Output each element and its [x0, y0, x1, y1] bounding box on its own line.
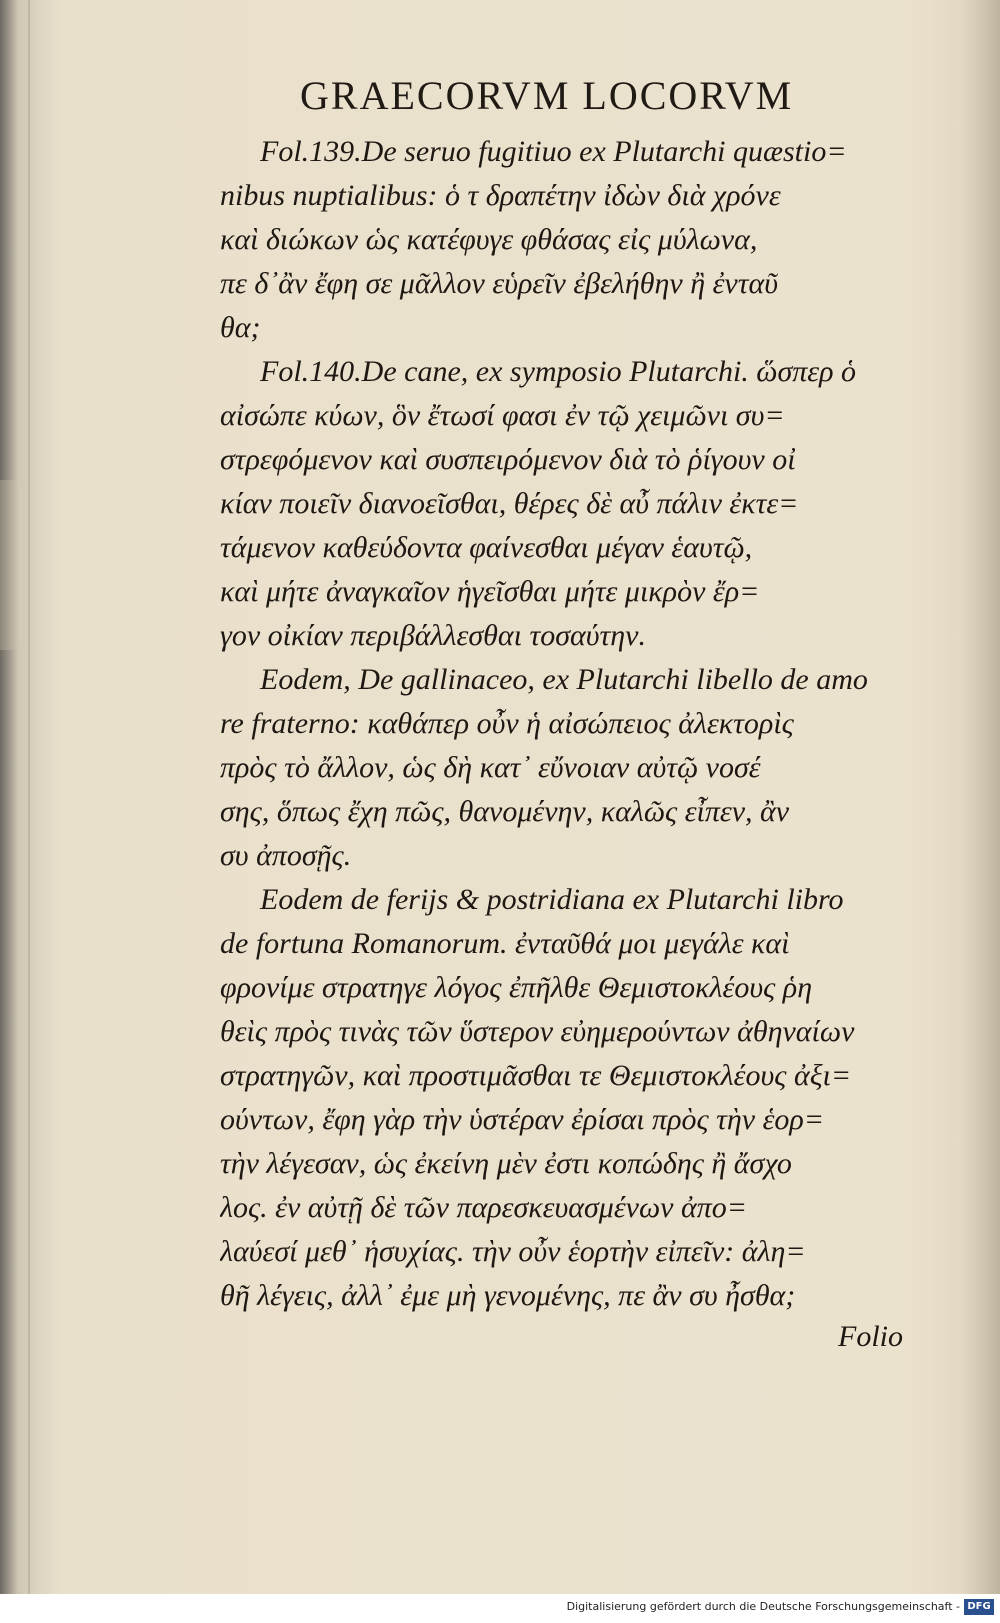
text-line: γον οἰκίαν περιβάλλεσθαι τοσαύτην.	[220, 619, 646, 652]
text-line: re fraterno: καθάπερ οὖν ἡ αἰσώπειος ἀλεκτορὶς	[220, 707, 794, 740]
text-line: Fol.139.De seruo fugitiuo ex Plutarchi quæstio=	[260, 135, 847, 168]
text-line: κίαν ποιεῖν διανοεῖσθαι, θέρες δὲ αὖ πάλιν ἐκτε=	[220, 487, 799, 520]
text-line: λαύεσί μεθ᾽ ἡσυχίας. τὴν οὖν ἑορτὴν εἰπεῖν: ἀλη=	[220, 1235, 806, 1268]
footer-credit: Digitalisierung gefördert durch die Deutsche Forschungsgemeinschaft -	[566, 1600, 960, 1613]
text-line: τὴν λέγεσαν, ὡς ἐκείνη μὲν ἐστι κοπώδης ἢ ἄσχο	[220, 1147, 792, 1180]
digitization-footer	[0, 1594, 1000, 1623]
text-line: πε δ᾽ἂν ἔφη σε μᾶλλον εὑρεῖν ἐβελήθην ἢ ἐνταῦ	[220, 267, 779, 300]
text-line: αἰσώπε κύων, ὃν ἔτωσί φασι ἐν τῷ χειμῶνι συ=	[220, 399, 785, 432]
text-line: συ ἀποσῇς.	[220, 839, 352, 872]
text-line: σης, ὅπως ἔχη πῶς, θανομένην, καλῶς εἶπεν, ἂν	[220, 795, 790, 828]
text-line: ούντων, ἔφη γὰρ τὴν ὑστέραν ἐρίσαι πρὸς τὴν ἑορ=	[220, 1103, 825, 1136]
text-line: θῆ λέγεις, ἀλλ᾽ ἐμε μὴ γενομένης, πε ἂν συ ἦσθα;	[220, 1279, 796, 1312]
running-head: GRAECORVM LOCORVM	[300, 73, 794, 118]
text-line: de fortuna Romanorum. ἐνταῦθά μοι μεγάλε καὶ	[220, 927, 790, 960]
text-line: Fol.140.De cane, ex symposio Plutarchi. ὥσπερ ὁ	[260, 355, 857, 388]
text-line: τάμενον καθεύδοντα φαίνεσθαι μέγαν ἑαυτῷ,	[220, 531, 753, 564]
text-line: φρονίμε στρατηγε λόγος ἐπῆλθε Θεμιστοκλέους ῥη	[220, 971, 813, 1004]
text-line: λος. ἐν αὐτῇ δὲ τῶν παρεσκευασμένων ἀπο=	[220, 1191, 747, 1224]
text-line: στρατηγῶν, καὶ προστιμᾶσθαι τε Θεμιστοκλέους ἀξι=	[220, 1059, 852, 1092]
text-line: θα;	[220, 311, 261, 344]
text-block	[220, 130, 920, 1318]
text-line: nibus nuptialibus: ὁ τ δραπέτην ἰδὼν διὰ χρόνε	[220, 179, 781, 212]
text-line: Eodem de ferijs & postridiana ex Plutarchi libro	[260, 883, 844, 916]
text-line: πρὸς τὸ ἄλλον, ὡς δὴ κατ᾽ εὔνοιαν αὐτῷ νοσέ	[220, 751, 761, 784]
text-line: στρεφόμενον καὶ συσπειρόμενον διὰ τὸ ῥίγουν οἰ	[220, 443, 796, 476]
text-line: καὶ μήτε ἀναγκαῖον ἡγεῖσθαι μήτε μικρὸν ἔρ=	[220, 575, 760, 608]
dfg-logo-icon: DFG	[964, 1599, 994, 1615]
text-line: καὶ διώκων ὡς κατέφυγε φθάσας εἰς μύλωνα,	[220, 223, 758, 256]
gutter-line	[28, 0, 30, 1623]
page-edge	[0, 480, 22, 650]
text-line: Eodem, De gallinaceo, ex Plutarchi libello de amo	[260, 663, 868, 696]
text-line: θεὶς πρὸς τινὰς τῶν ὕστερον εὐημερούντων ἀθηναίων	[220, 1015, 855, 1048]
catchword: Folio	[838, 1320, 903, 1353]
